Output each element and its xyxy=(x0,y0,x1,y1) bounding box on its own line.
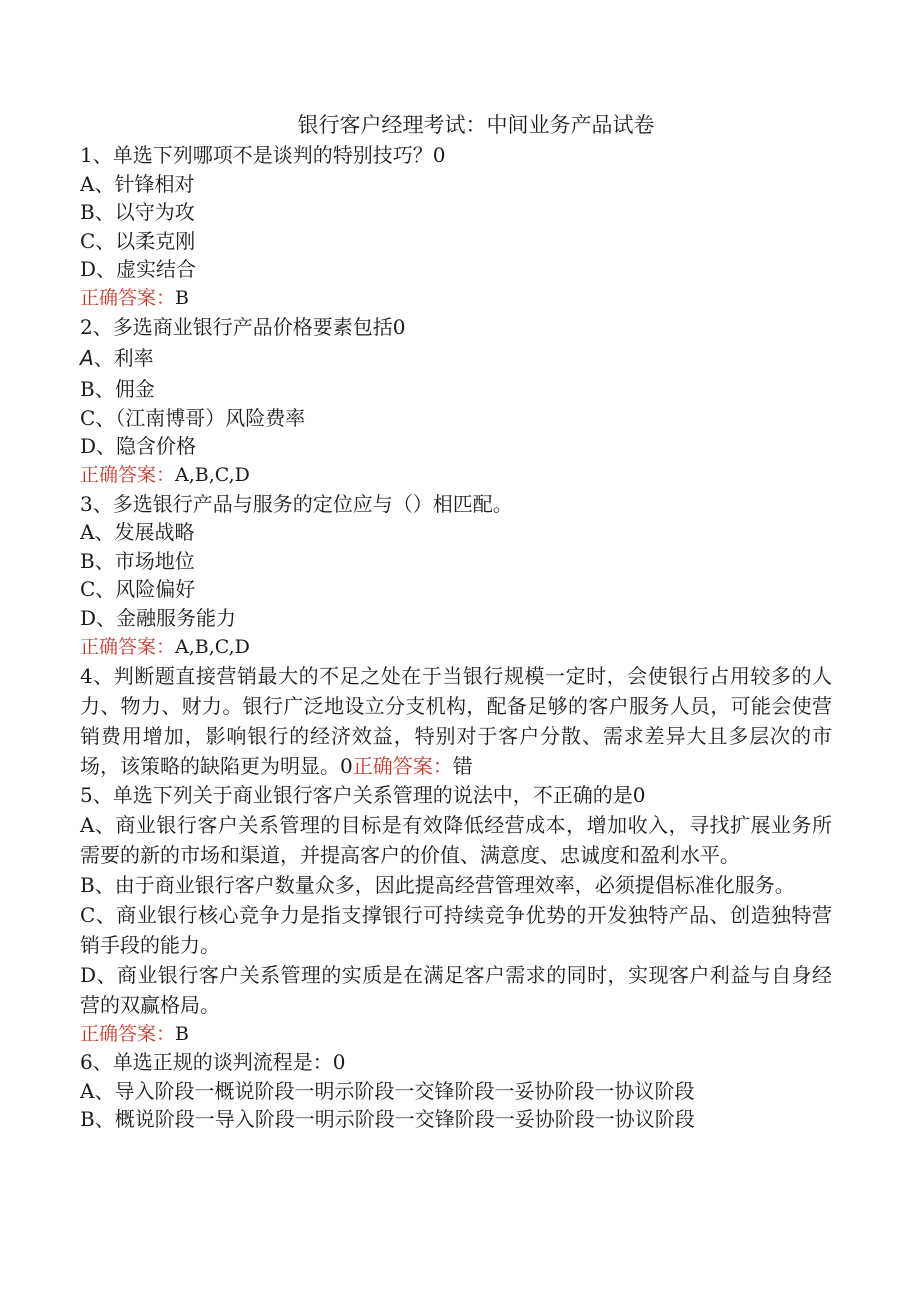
question-1-option-c: C、以柔克刚 xyxy=(80,228,196,253)
question-5-option-d: D、商业银行客户关系管理的实质是在满足客户需求的同时，实现客户利益与自身经营的双赢格局。 xyxy=(80,962,832,1017)
question-4-text: 4、判断题直接营销最大的不足之处在于当银行规模一定时，会使银行占用较多的人力、物力、财力。银行广泛地设立分支机构，配备足够的客户服务人员，可能会使营销费用增加，影响银行的经济效益，特别对于客户分散、需求差异大且多层次的市场，该策略的缺陷更为明显。0 xyxy=(80,664,832,779)
question-3-option-a: A、发展战略 xyxy=(80,520,195,545)
answer-label: 正确答案： xyxy=(80,635,176,658)
question-2-stem: 2、多选商业银行产品价格要素包括0 xyxy=(80,314,406,339)
question-3-answer xyxy=(80,633,832,662)
question-4-answer xyxy=(353,754,473,778)
question-1-option-a: A、针锋相对 xyxy=(80,171,195,196)
question-6-stem: 6、单选正规的谈判流程是：0 xyxy=(80,1050,346,1075)
answer-value: A,B,C,D xyxy=(175,635,250,658)
answer-label: 正确答案： xyxy=(352,754,453,779)
question-3-stem: 3、多选银行产品与服务的定位应与（）相匹配。 xyxy=(80,491,513,516)
document-title: 银行客户经理考试：中间业务产品试卷 xyxy=(297,113,655,137)
answer-value: B xyxy=(175,286,189,309)
question-3-option-b: B、市场地位 xyxy=(80,548,195,573)
question-5-option-a: A、商业银行客户关系管理的目标是有效降低经营成本，增加收入，寻找扩展业务所需要的新的市场和渠道，并提高客户的价值、满意度、忠诚度和盈利水平。 xyxy=(80,812,832,867)
answer-label: 正确答案： xyxy=(80,1022,176,1045)
answer-value: A,B,C,D xyxy=(175,463,250,486)
question-6-option-b: B、概说阶段一导入阶段一明示阶段一交锋阶段一妥协阶段一协议阶段 xyxy=(80,1107,695,1132)
question-1-stem: 1、单选下列哪项不是谈判的特别技巧？0 xyxy=(80,143,446,167)
answer-value: B xyxy=(175,1022,189,1045)
question-5-option-b: B、由于商业银行客户数量众多，因此提高经营管理效率，必须提倡标准化服务。 xyxy=(80,872,795,897)
question-2-option-b: B、佣金 xyxy=(80,377,155,402)
question-5-stem: 5、单选下列关于商业银行客户关系管理的说法中，不正确的是0 xyxy=(80,783,646,808)
question-5-option-c: C、商业银行核心竞争力是指支撑银行可持续竞争优势的开发独特产品、创造独特营销手段的能力。 xyxy=(80,902,832,957)
question-6-option-a: A、导入阶段一概说阶段一明示阶段一交锋阶段一妥协阶段一协议阶段 xyxy=(80,1078,695,1103)
question-4-stem xyxy=(80,661,832,781)
question-1-answer xyxy=(80,284,832,313)
answer-label: 正确答案： xyxy=(80,463,176,486)
question-2-option-a xyxy=(80,341,832,375)
question-3-option-d: D、金融服务能力 xyxy=(80,605,237,630)
exam-document xyxy=(80,110,832,1134)
question-2-answer xyxy=(80,461,832,490)
question-2-option-d: D、隐含价格 xyxy=(80,434,197,459)
option-letter: A xyxy=(80,346,94,371)
answer-value: 错 xyxy=(452,754,473,779)
question-1-option-b: B、以守为攻 xyxy=(80,200,195,225)
question-1-option-d: D、虚实结合 xyxy=(80,257,197,282)
option-text: 、利率 xyxy=(93,346,154,371)
question-5-answer xyxy=(80,1020,832,1049)
question-3-option-c: C、风险偏好 xyxy=(80,577,196,602)
answer-label: 正确答案： xyxy=(80,286,176,309)
question-2-option-c: C、（江南博哥）风险费率 xyxy=(80,405,306,430)
